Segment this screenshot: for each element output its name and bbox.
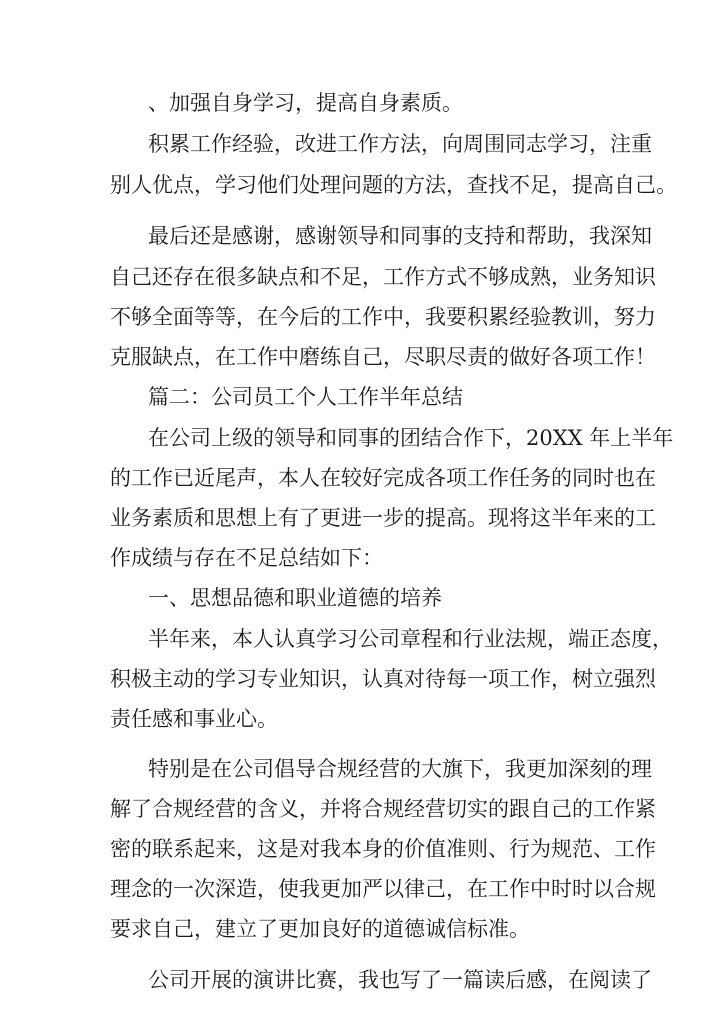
line-text: 责任感和事业心。	[110, 707, 278, 731]
line-text: 密的联系起来，这是对我本身的价值准则、行为规范、工作	[110, 837, 656, 861]
text-line	[0, 418, 720, 458]
text-line	[0, 216, 720, 256]
line-text: 一、思想品德和职业道德的培养	[148, 586, 442, 610]
line-text: 篇二：公司员工个人工作半年总结	[148, 385, 463, 409]
line-text: 的工作已近尾声，本人在较好完成各项工作任务的同时也在	[110, 466, 656, 490]
text-line	[0, 869, 720, 909]
line-text: 在公司上级的领导和同事的团结合作下，20XX 年上半年	[148, 426, 674, 450]
text-line	[0, 960, 720, 1000]
text-line	[0, 498, 720, 538]
line-text: 自己还存在很多缺点和不足，工作方式不够成熟，业务知识	[110, 265, 656, 289]
subsection-heading	[0, 578, 720, 618]
line-text: 克服缺点，在工作中磨练自己，尽职尽责的做好各项工作！	[110, 345, 656, 369]
section-heading	[0, 377, 720, 417]
text-line	[0, 124, 720, 164]
line-text: 业务素质和思想上有了更进一步的提高。现将这半年来的工	[110, 506, 656, 530]
text-line	[0, 538, 720, 578]
line-text: 公司开展的演讲比赛，我也写了一篇读后感，在阅读了	[148, 968, 652, 992]
line-text: 别人优点，学习他们处理问题的方法，查找不足，提高自己。	[110, 173, 677, 197]
text-line	[0, 458, 720, 498]
text-line	[0, 297, 720, 337]
line-text: 解了合规经营的含义，并将合规经营切实的跟自己的工作紧	[110, 797, 656, 821]
text-line	[0, 165, 720, 205]
text-line	[0, 83, 720, 123]
line-text: 、加强自身学习，提高自身素质。	[148, 91, 463, 115]
line-text: 半年来，本人认真学习公司章程和行业法规，端正态度，	[148, 627, 673, 651]
line-text: 理念的一次深造，使我更加严以律己，在工作中时时以合规	[110, 877, 656, 901]
line-text: 积累工作经验，改进工作方法，向周围同志学习，注重	[148, 132, 652, 156]
line-text: 要求自己，建立了更加良好的道德诚信标准。	[110, 917, 530, 941]
text-line	[0, 659, 720, 699]
text-line	[0, 699, 720, 739]
text-line	[0, 257, 720, 297]
text-line	[0, 749, 720, 789]
line-text: 不够全面等等，在今后的工作中，我要积累经验教训，努力	[110, 305, 656, 329]
line-text: 作成绩与存在不足总结如下：	[110, 546, 383, 570]
text-line	[0, 909, 720, 949]
line-text: 积极主动的学习专业知识，认真对待每一项工作，树立强烈	[110, 667, 656, 691]
text-line	[0, 619, 720, 659]
text-line	[0, 829, 720, 869]
text-line	[0, 337, 720, 377]
line-text: 最后还是感谢，感谢领导和同事的支持和帮助，我深知	[148, 224, 652, 248]
line-text: 特别是在公司倡导合规经营的大旗下，我更加深刻的理	[148, 757, 652, 781]
text-line	[0, 789, 720, 829]
